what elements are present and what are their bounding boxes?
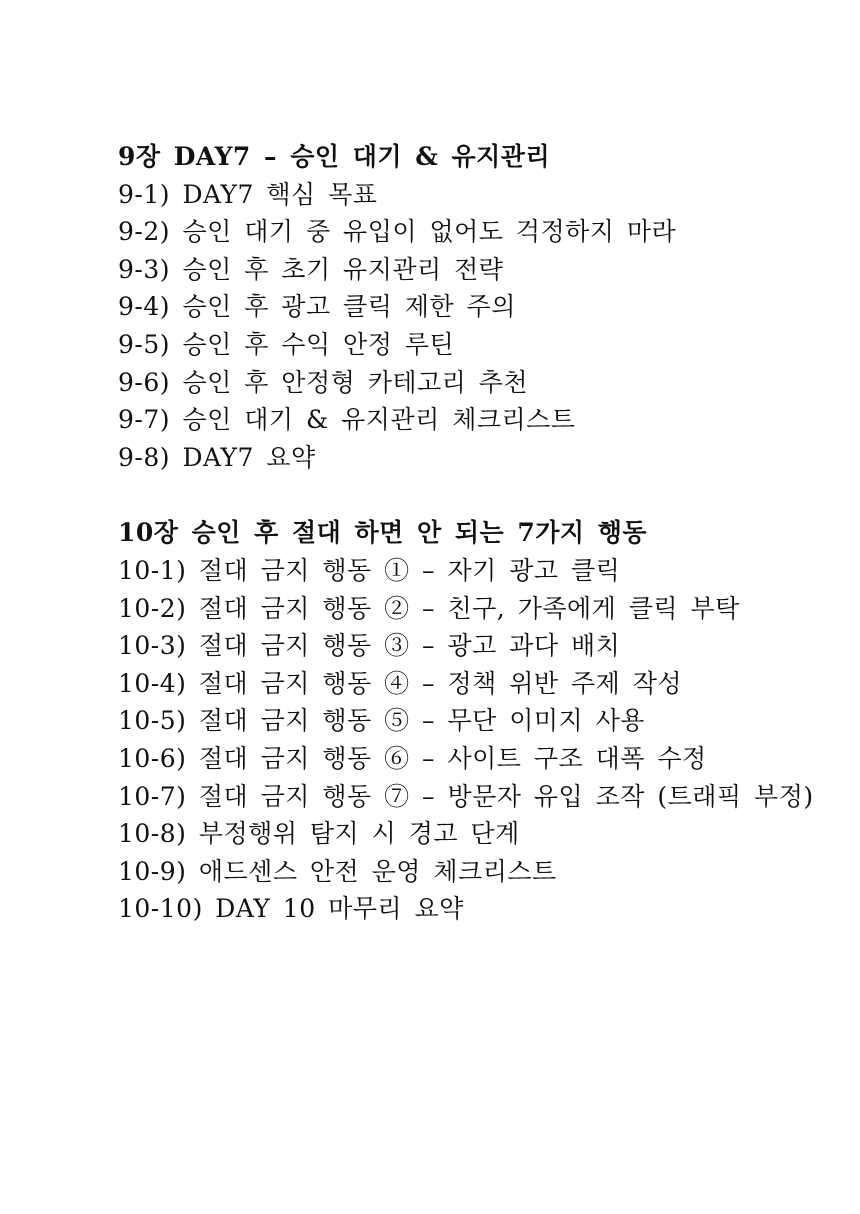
toc-item: 10-4) 절대 금지 행동 ④ – 정책 위반 주제 작성 (118, 668, 683, 698)
toc-item: 9-4) 승인 후 광고 클릭 제한 주의 (118, 292, 516, 322)
toc-item: 9-8) DAY7 요약 (118, 442, 316, 472)
chapter-9-heading: 9장 DAY7 – 승인 대기 & 유지관리 (118, 142, 551, 171)
document-page (118, 138, 820, 928)
chapter-10-section (118, 514, 820, 928)
toc-item: 10-7) 절대 금지 행동 ⑦ – 방문자 유입 조작 (트래픽 부정) (118, 781, 814, 811)
toc-item: 9-5) 승인 후 수익 안정 루틴 (118, 329, 455, 359)
toc-item: 10-8) 부정행위 탐지 시 경고 단계 (118, 819, 520, 849)
toc-item: 10-3) 절대 금지 행동 ③ – 광고 과다 배치 (118, 631, 621, 661)
toc-item: 10-2) 절대 금지 행동 ② – 친구, 가족에게 클릭 부탁 (118, 593, 740, 623)
toc-item: 9-7) 승인 대기 & 유지관리 체크리스트 (118, 405, 576, 435)
toc-item: 9-6) 승인 후 안정형 카테고리 추천 (118, 367, 529, 397)
toc-item: 10-9) 애드센스 안전 운영 체크리스트 (118, 856, 557, 886)
toc-item: 10-5) 절대 금지 행동 ⑤ – 무단 이미지 사용 (118, 706, 645, 736)
toc-item: 9-2) 승인 대기 중 유입이 없어도 걱정하지 마라 (118, 217, 677, 247)
chapter-10-toc (118, 552, 820, 928)
toc-item: 10-6) 절대 금지 행동 ⑥ – 사이트 구조 대폭 수정 (118, 743, 707, 773)
toc-item: 9-3) 승인 후 초기 유지관리 전략 (118, 254, 504, 284)
chapter-10-heading: 10장 승인 후 절대 하면 안 되는 7가지 행동 (118, 518, 648, 548)
chapter-9-section (118, 138, 820, 476)
toc-item: 9-1) DAY7 핵심 목표 (118, 179, 378, 209)
toc-item: 10-10) DAY 10 마무리 요약 (118, 894, 464, 924)
chapter-9-toc (118, 176, 820, 477)
toc-item: 10-1) 절대 금지 행동 ① – 자기 광고 클릭 (118, 555, 621, 585)
